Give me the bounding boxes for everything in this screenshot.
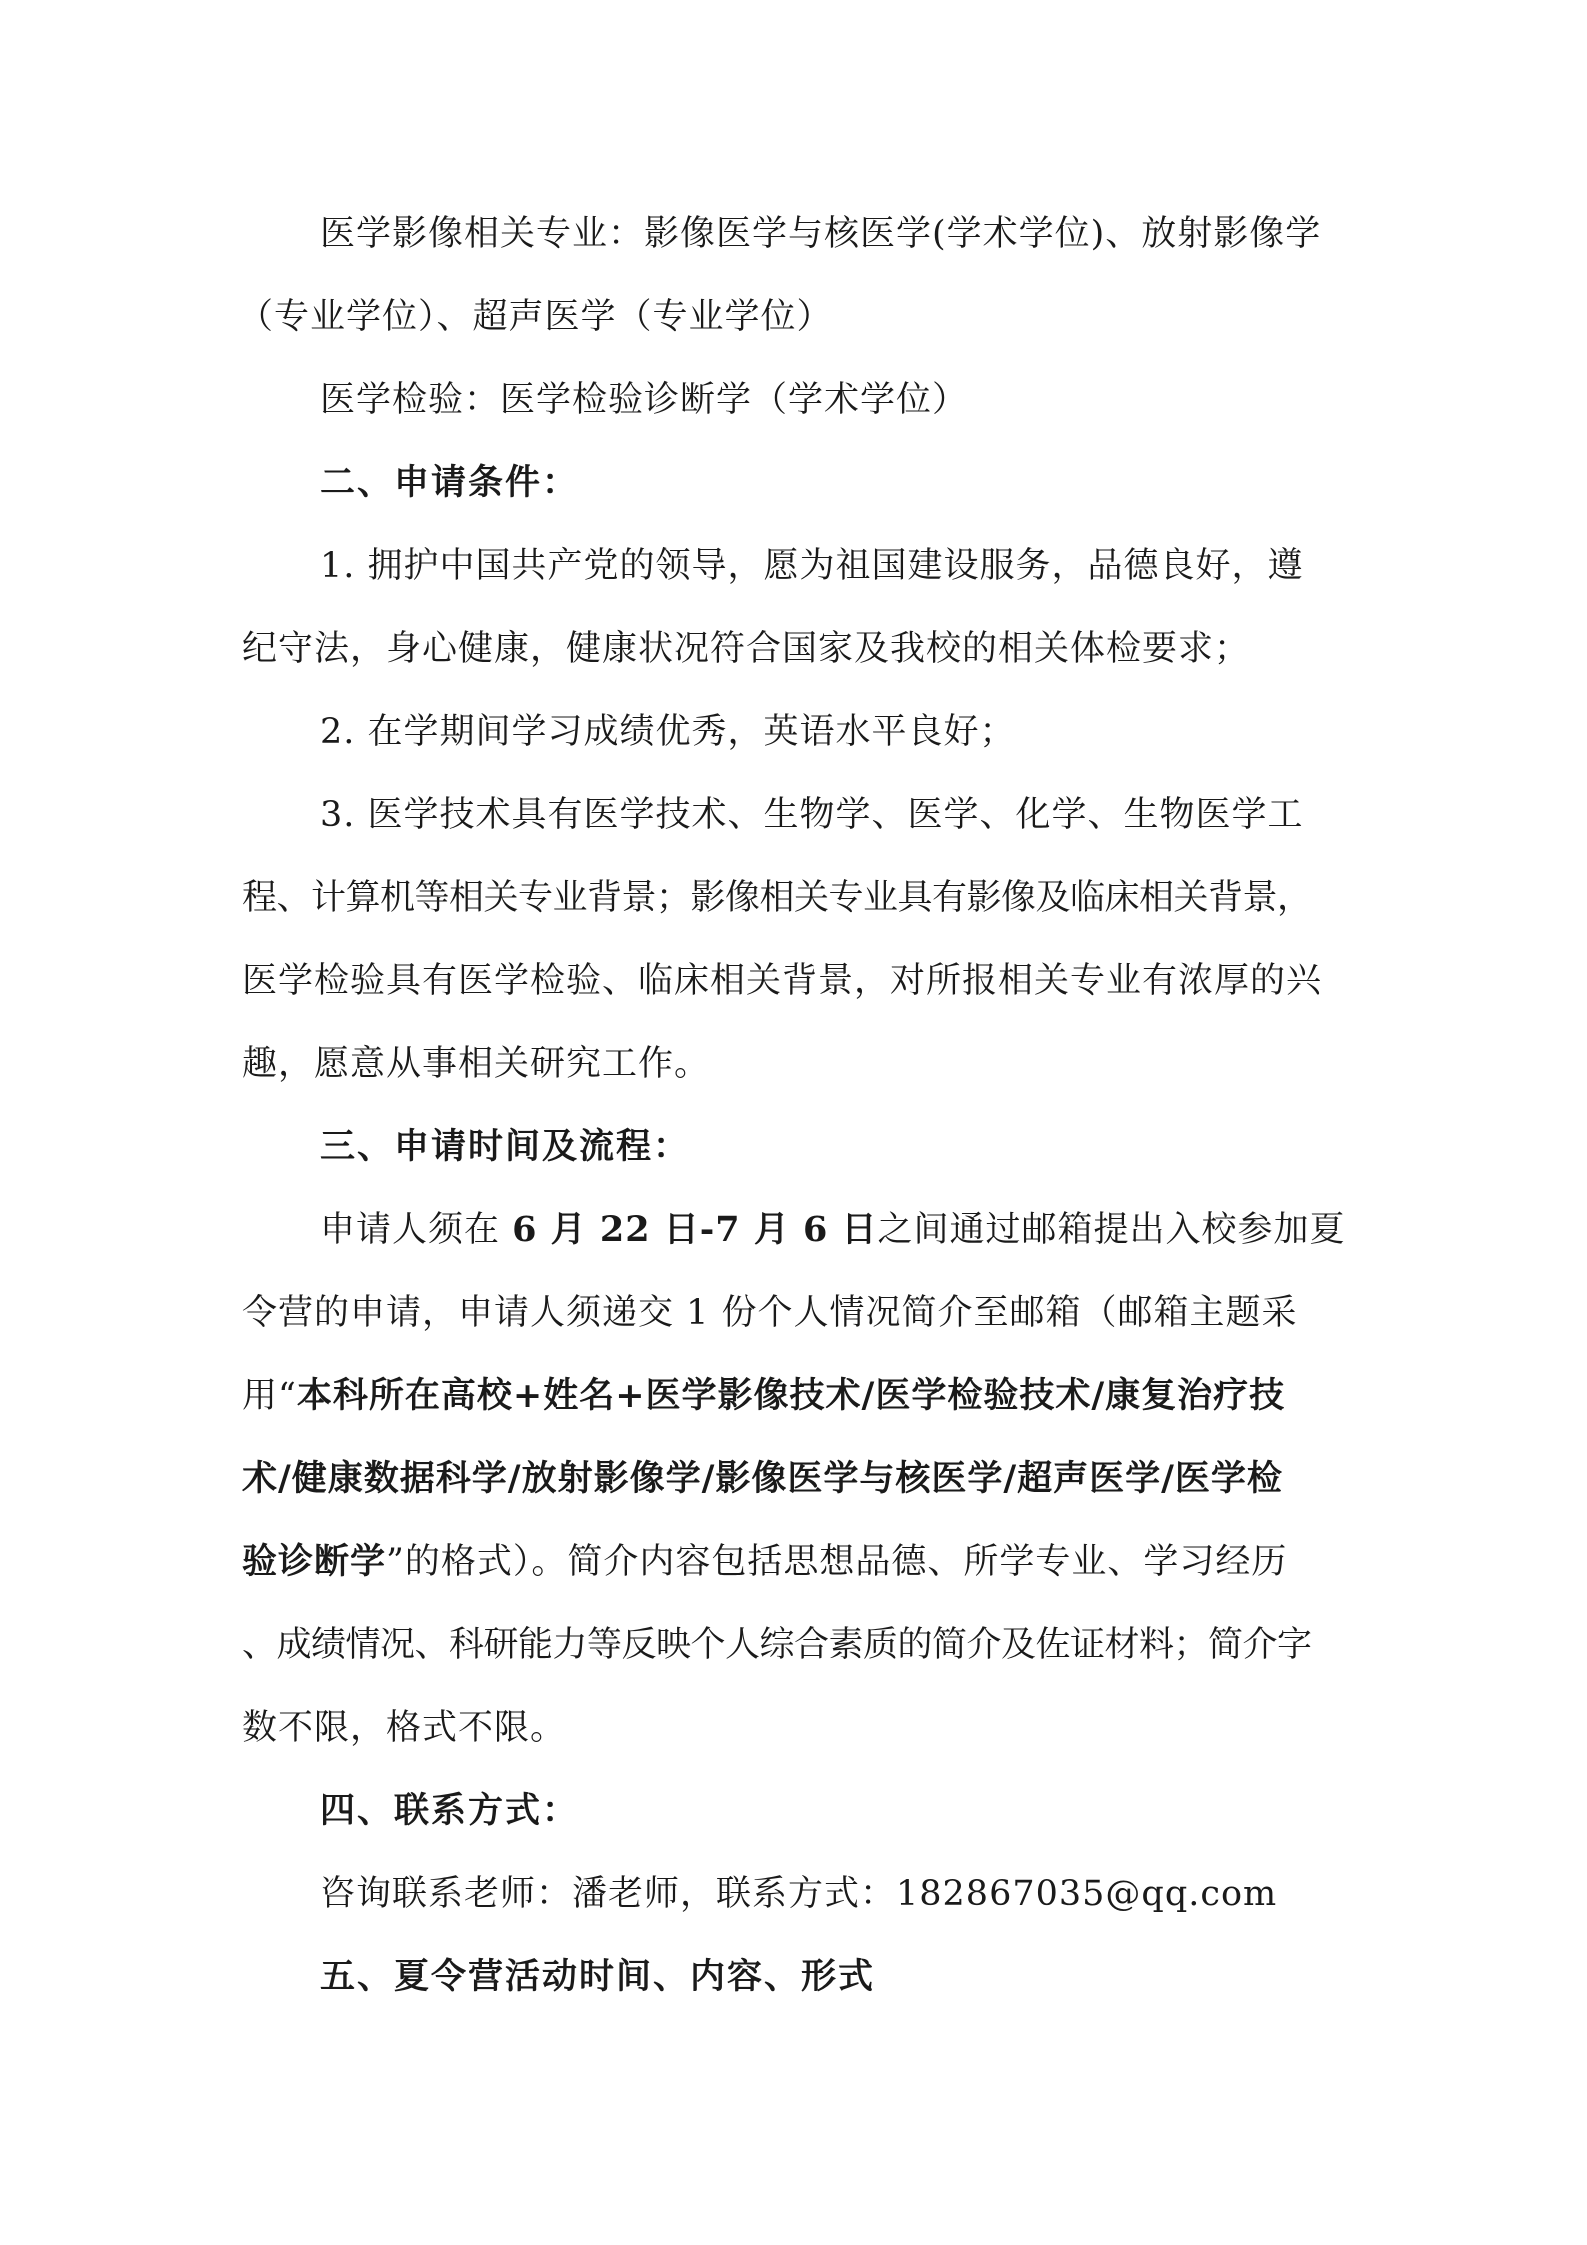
- section-heading-contact: [320, 1787, 1587, 1835]
- email-subject-format: 术/健康数据科学/放射影像学/影像医学与核医学/超声医学/医学检: [242, 1458, 1283, 1499]
- text-run: 医学检验具有医学检验、临床相关背景，对所报相关专业有浓厚的兴: [242, 961, 1323, 1001]
- imaging-majors-line-1: [320, 210, 1587, 258]
- text-run: 3. 医学技术具有医学技术、生物学、医学、化学、生物医学工: [320, 795, 1304, 835]
- process-line-5: [242, 1538, 1587, 1586]
- text-run: 纪守法，身心健康，健康状况符合国家及我校的相关体检要求；: [242, 629, 1251, 669]
- condition-3-line-3: [242, 957, 1587, 1005]
- text-run: 程、计算机等相关专业背景；影像相关专业具有影像及临床相关背景，: [242, 878, 1312, 918]
- process-line-3: [242, 1372, 1587, 1420]
- process-line-6: [242, 1621, 1587, 1669]
- heading-text: 三、申请时间及流程：: [320, 1126, 691, 1167]
- condition-1-line-1: [320, 542, 1587, 590]
- email-subject-format: 本科所在高校+姓名+医学影像技术/医学检验技术/康复治疗技: [296, 1375, 1286, 1416]
- imaging-majors-line-2: [238, 293, 1587, 341]
- text-run: 1. 拥护中国共产党的领导，愿为祖国建设服务，品德良好，遵: [320, 546, 1304, 586]
- text-run: 医学影像相关专业：影像医学与核医学(学术学位)、放射影像学: [320, 214, 1322, 254]
- condition-3-line-2: [242, 874, 1587, 922]
- lab-medicine-line: [320, 376, 1587, 424]
- condition-1-line-2: [242, 625, 1587, 673]
- process-line-4: [242, 1455, 1587, 1503]
- text-run: 之间通过邮箱提出入校参加夏: [877, 1210, 1346, 1250]
- heading-text: 四、联系方式：: [320, 1790, 580, 1831]
- heading-text: 二、申请条件：: [320, 462, 580, 503]
- text-run: 咨询联系老师：潘老师，联系方式：182867035@qq.com: [320, 1874, 1278, 1914]
- section-heading-camp-activities: [320, 1953, 1587, 2001]
- text-run: 数不限，格式不限。: [242, 1708, 567, 1748]
- section-heading-time-and-process: [320, 1123, 1587, 1171]
- condition-3-line-4: [242, 1040, 1587, 1088]
- text-run: ”的格式）。简介内容包括思想品德、所学专业、学习经历: [386, 1542, 1288, 1582]
- section-heading-application-conditions: [320, 459, 1587, 507]
- process-line-2: [242, 1289, 1587, 1337]
- email-subject-format: 验诊断学: [242, 1541, 387, 1582]
- contact-line: [320, 1870, 1587, 1918]
- process-line-1: [320, 1206, 1587, 1254]
- text-run: 趣，愿意从事相关研究工作。: [242, 1044, 711, 1084]
- text-run: 、成绩情况、科研能力等反映个人综合素质的简介及佐证材料；简介字: [242, 1625, 1312, 1665]
- text-run: 令营的申请，申请人须递交 1 份个人情况简介至邮箱（邮箱主题采: [242, 1293, 1298, 1333]
- condition-2-line: [320, 708, 1587, 756]
- text-run: 2. 在学期间学习成绩优秀，英语水平良好；: [320, 712, 1016, 752]
- heading-text: 五、夏令营活动时间、内容、形式: [320, 1956, 876, 1997]
- application-period: 6 月 22 日-7 月 6 日: [512, 1209, 878, 1250]
- text-run: 医学检验：医学检验诊断学（学术学位）: [320, 380, 969, 420]
- text-run: 申请人须在: [320, 1210, 513, 1250]
- text-run: 用“: [242, 1376, 297, 1416]
- condition-3-line-1: [320, 791, 1587, 839]
- text-run: （专业学位）、超声医学（专业学位）: [238, 297, 833, 337]
- process-line-7: [242, 1704, 1587, 1752]
